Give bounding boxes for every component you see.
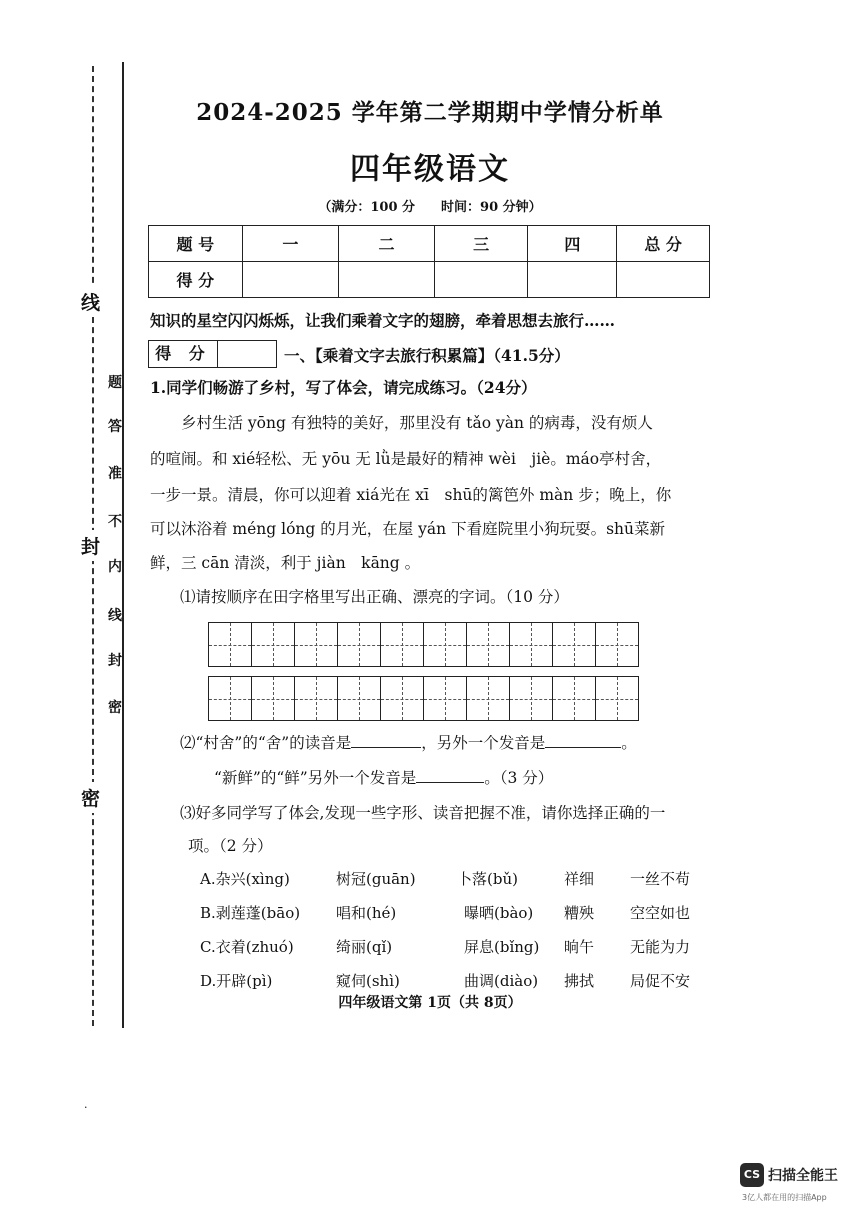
answer-blank[interactable] bbox=[545, 733, 621, 748]
grid-cell[interactable] bbox=[252, 677, 295, 720]
sub-question-2-line2 bbox=[214, 766, 553, 788]
subject-title: 四年级语文 bbox=[350, 152, 510, 187]
option-a-item: 卜落(bǔ) bbox=[457, 870, 518, 888]
camscanner-logo-icon: CS bbox=[740, 1163, 764, 1187]
answer-blank[interactable] bbox=[351, 733, 421, 748]
score-cell[interactable] bbox=[617, 262, 710, 298]
score-table-label: 得 分 bbox=[149, 262, 243, 298]
grid-cell[interactable] bbox=[596, 677, 639, 720]
grid-cell[interactable] bbox=[295, 677, 338, 720]
grid-cell[interactable] bbox=[209, 677, 252, 720]
passage-line: 可以沐浴着 méng lóng 的月光，在屋 yán 下看庭院里小狗玩耍。shū菜新 bbox=[150, 520, 666, 538]
score-cell[interactable] bbox=[528, 262, 617, 298]
score-table-header: 四 bbox=[528, 226, 617, 262]
binding-small-char: 内 bbox=[108, 559, 122, 575]
grid-cell[interactable] bbox=[596, 623, 639, 666]
option-c-item: 晌午 bbox=[564, 938, 595, 956]
option-d-item: 拂拭 bbox=[564, 972, 595, 990]
watermark-name: 扫描全能王 bbox=[768, 1168, 838, 1184]
sub2-text-a: ⑵“村舍”的“舍”的读音是 bbox=[180, 734, 352, 752]
section-heading: 一、【乘着文字去旅行积累篇】（41.5分） bbox=[284, 346, 570, 365]
grid-cell[interactable] bbox=[424, 677, 467, 720]
grid-cell[interactable] bbox=[381, 623, 424, 666]
option-a-item: 一丝不苟 bbox=[630, 870, 691, 888]
sub2-text-c: 。 bbox=[621, 734, 637, 752]
grid-cell[interactable] bbox=[338, 623, 381, 666]
scan-dot: . bbox=[84, 1098, 88, 1111]
question-title: 1.同学们畅游了乡村，写了体会，请完成练习。（24分） bbox=[150, 378, 537, 397]
option-b-item: 唱和(hé) bbox=[336, 904, 397, 922]
section-score-box bbox=[148, 340, 277, 368]
page-footer: 四年级语文第 1页（共 8页） bbox=[338, 995, 522, 1011]
binding-small-char: 题 bbox=[108, 375, 122, 391]
option-a-item: 树冠(guān) bbox=[336, 870, 416, 888]
sub2-text-b: ，另外一个发音是 bbox=[421, 734, 546, 752]
option-d-item[interactable]: D.开辟(pì) bbox=[200, 972, 273, 990]
sub2-text-e: 。（3 分） bbox=[484, 769, 554, 787]
grid-cell[interactable] bbox=[467, 677, 510, 720]
binding-small-char: 不 bbox=[108, 514, 122, 530]
section-score-label: 得 分 bbox=[149, 341, 218, 367]
sub2-text-d: “新鲜”的“鲜”另外一个发音是 bbox=[214, 769, 417, 787]
option-c-item: 绮丽(qǐ) bbox=[336, 938, 393, 956]
answer-blank[interactable] bbox=[416, 768, 484, 783]
score-table-header: 题 号 bbox=[149, 226, 243, 262]
option-d-item: 曲调(diào) bbox=[464, 972, 539, 990]
score-table-header: 三 bbox=[434, 226, 528, 262]
grid-cell[interactable] bbox=[553, 677, 596, 720]
option-c-item[interactable]: C.衣着(zhuó) bbox=[200, 938, 294, 956]
sub-question-2 bbox=[180, 731, 637, 753]
option-d-item: 局促不安 bbox=[630, 972, 691, 990]
option-b-item[interactable]: B.剥莲蓬(bāo) bbox=[200, 904, 301, 922]
score-table-header: 总 分 bbox=[617, 226, 710, 262]
grid-cell[interactable] bbox=[553, 623, 596, 666]
intro-text: 知识的星空闪闪烁烁，让我们乘着文字的翅膀，牵着思想去旅行…… bbox=[150, 311, 616, 330]
option-a-item: 祥细 bbox=[564, 870, 595, 888]
grid-cell[interactable] bbox=[338, 677, 381, 720]
page-title: 2024-2025 学年第二学期期中学情分析单 bbox=[196, 99, 664, 126]
option-a-item[interactable]: A.杂兴(xìng) bbox=[200, 870, 290, 888]
passage-line: 鲜，三 cān 清淡，利于 jiàn kāng 。 bbox=[150, 554, 421, 572]
option-d-item: 窥伺(shì) bbox=[336, 972, 400, 990]
option-b-item: 曝晒(bào) bbox=[464, 904, 534, 922]
binding-small-char: 准 bbox=[108, 466, 122, 482]
grid-cell[interactable] bbox=[209, 623, 252, 666]
grid-cell[interactable] bbox=[381, 677, 424, 720]
score-cell[interactable] bbox=[434, 262, 528, 298]
score-table-header: 一 bbox=[242, 226, 339, 262]
passage-line: 一步一景。清晨，你可以迎着 xiá光在 xī shū的篱笆外 màn 步；晚上，你 bbox=[150, 486, 672, 504]
score-table bbox=[148, 225, 710, 298]
binding-small-char: 线 bbox=[108, 608, 122, 624]
grid-cell[interactable] bbox=[467, 623, 510, 666]
binding-small-char: 密 bbox=[108, 700, 122, 716]
passage-line: 的喧闹。和 xié轻松、无 yōu 无 lǜ是最好的精神 wèi jiè。máo亭村舍， bbox=[150, 450, 662, 468]
grid-cell[interactable] bbox=[510, 677, 553, 720]
binding-char-feng: 封 bbox=[81, 530, 100, 561]
sub-question-3: ⑶好多同学写了体会,发现一些字形、读音把握不准，请你选择正确的一 bbox=[180, 804, 666, 822]
score-cell[interactable] bbox=[242, 262, 339, 298]
binding-char-xian: 线 bbox=[81, 286, 100, 317]
passage-line: 乡村生活 yōng 有独特的美好，那里没有 tǎo yàn 的病毒，没有烦人 bbox=[181, 414, 653, 432]
watermark-slogan: 3亿人都在用的扫描App bbox=[742, 1193, 827, 1202]
option-c-item: 无能为力 bbox=[630, 938, 691, 956]
sub-question-1: ⑴请按顺序在田字格里写出正确、漂亮的字词。（10 分） bbox=[180, 588, 569, 606]
writing-grid-row[interactable] bbox=[208, 622, 639, 667]
binding-small-char: 封 bbox=[108, 653, 122, 669]
section-score-blank[interactable] bbox=[218, 341, 276, 367]
score-cell[interactable] bbox=[339, 262, 435, 298]
writing-grid-row[interactable] bbox=[208, 676, 639, 721]
grid-cell[interactable] bbox=[295, 623, 338, 666]
sub-question-3-line2: 项。（2 分） bbox=[188, 837, 273, 855]
binding-char-mi: 密 bbox=[81, 782, 100, 813]
grid-cell[interactable] bbox=[424, 623, 467, 666]
grid-cell[interactable] bbox=[252, 623, 295, 666]
binding-small-char: 答 bbox=[108, 419, 122, 435]
option-b-item: 糟殃 bbox=[564, 904, 595, 922]
grid-cell[interactable] bbox=[510, 623, 553, 666]
option-c-item: 屏息(bǐng) bbox=[464, 938, 540, 956]
option-b-item: 空空如也 bbox=[630, 904, 691, 922]
score-table-header: 二 bbox=[339, 226, 435, 262]
exam-info: （满分：100 分 时间：90 分钟） bbox=[318, 200, 542, 215]
